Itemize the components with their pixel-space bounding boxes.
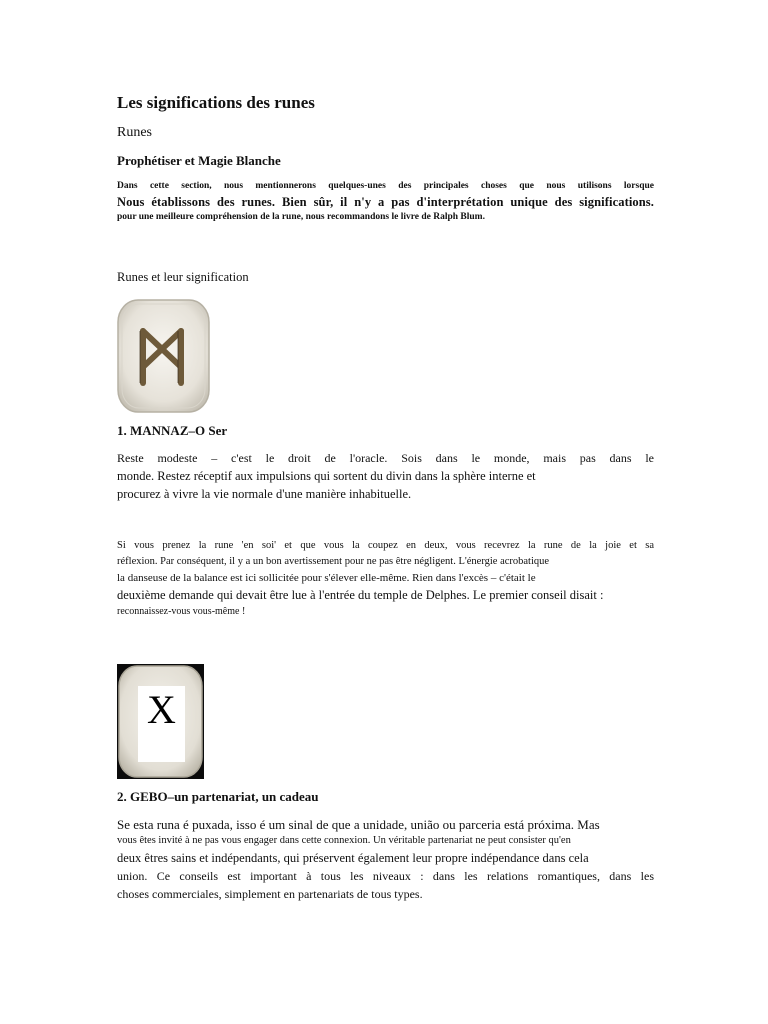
paragraph-line: réflexion. Par conséquent, il y a un bon avertissement pour ne pas être négligent. L'énergie acrobatique — [117, 556, 550, 567]
paragraph-line: choses commerciales, simplement en partenariats de tous types. — [117, 887, 423, 901]
paragraph-line: Reste modeste – c'est le droit de l'oracle. Sois dans le monde, mais pas dans le — [117, 451, 654, 465]
paragraph-line: Si vous prenez la rune 'en soi' et que vous la coupez en deux, vous recevrez la rune de la joie et sa — [117, 540, 654, 551]
paragraph-line: union. Ce conseils est important à tous les niveaux : dans les relations romantiques, dans les — [117, 869, 654, 883]
mannaz-paragraph-1 — [117, 450, 654, 503]
paragraph-line: vous êtes invité à ne pas vous engager dans cette connexion. Un véritable partenariat ne peut consister qu'en — [117, 835, 571, 846]
paragraph-line: deux êtres sains et indépendants, qui préservent également leur propre indépendance dans cela — [117, 851, 589, 865]
paragraph-line: la danseuse de la balance est ici sollicitée pour s'élever elle-même. Rien dans l'excès – c'était le — [117, 572, 536, 584]
paragraph-line: reconnaissez-vous vous-même ! — [117, 606, 246, 617]
intro-paragraph — [117, 180, 654, 224]
mannaz-rune-icon — [117, 299, 210, 413]
document-title: Les significations des runes — [117, 93, 315, 112]
gebo-paragraph — [117, 816, 654, 903]
section-heading: Prophétiser et Magie Blanche — [117, 153, 281, 168]
intro-line: Dans cette section, nous mentionnerons quelques-unes des principales choses que nous utilisons lorsque — [117, 181, 654, 191]
gebo-rune-symbol: X — [147, 687, 176, 732]
document-subtitle: Runes — [117, 125, 152, 140]
rune-heading-gebo: 2. GEBO–un partenariat, un cadeau — [117, 789, 319, 804]
runes-heading: Runes et leur signification — [117, 270, 249, 284]
intro-line: pour une meilleure compréhension de la rune, nous recommandons le livre de Ralph Blum. — [117, 212, 485, 222]
paragraph-line: Se esta runa é puxada, isso é um sinal de que a unidade, união ou parceria está próxima. Mas — [117, 817, 600, 832]
paragraph-line: procurez à vivre la vie normale d'une manière inhabituelle. — [117, 487, 412, 501]
paragraph-line: monde. Restez réceptif aux impulsions qui sortent du divin dans la sphère interne et — [117, 469, 536, 483]
gebo-rune-tile — [117, 664, 204, 779]
mannaz-paragraph-2 — [117, 538, 654, 619]
paragraph-line: deuxième demande qui devait être lue à l'entrée du temple de Delphes. Le premier conseil disait : — [117, 588, 604, 602]
rune-heading-mannaz: 1. MANNAZ–O Ser — [117, 423, 228, 438]
intro-line: Nous établissons des runes. Bien sûr, il n'y a pas d'interprétation unique des significations. — [117, 195, 654, 209]
